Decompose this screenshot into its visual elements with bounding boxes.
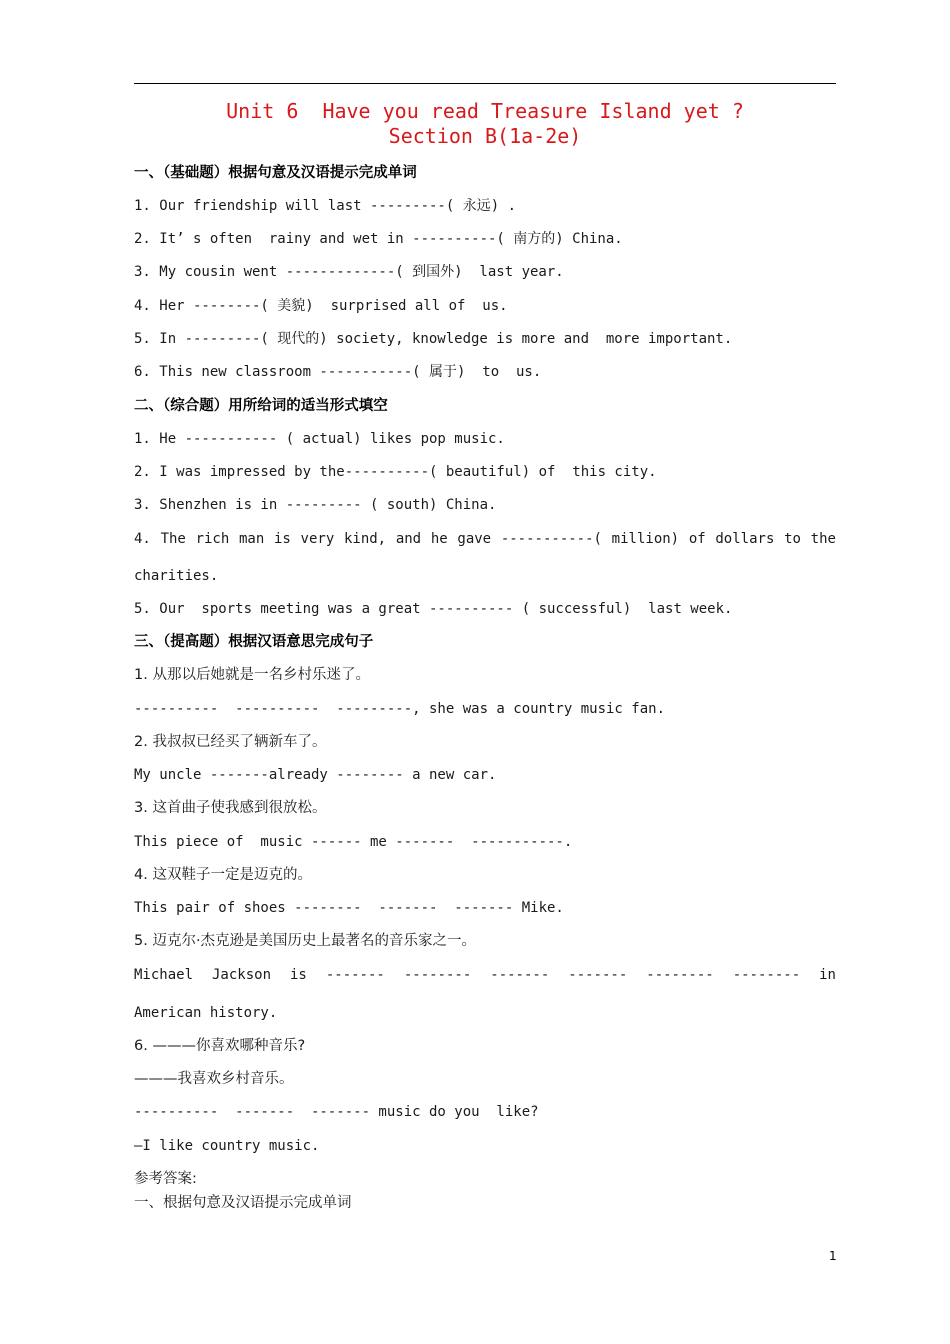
word: rich	[195, 531, 230, 547]
section2-heading: 二、（综合题）用所给词的适当形式填空	[134, 398, 388, 414]
section3-q2-chinese: 2. 我叔叔已经买了辆新车了。	[134, 734, 327, 750]
word: --------	[403, 967, 472, 983]
section2-item-3: 3. Shenzhen is in --------- ( south) China.	[134, 497, 497, 513]
page-number: 1	[829, 1249, 837, 1263]
word: of	[688, 531, 706, 547]
section2-item-2: 2. I was impressed by the----------( beautiful) of this city.	[134, 464, 657, 480]
section2-item-4	[134, 529, 836, 549]
section3-q4-chinese: 4. 这双鞋子一定是迈克的。	[134, 867, 312, 883]
section3-q4-english: This pair of shoes -------- ------- ------- Mike.	[134, 900, 564, 916]
word: he	[430, 531, 448, 547]
section1-item-4: 4. Her --------( 美貌) surprised all of us.	[134, 298, 508, 314]
section1-item-1: 1. Our friendship will last ---------( 永远) .	[134, 198, 517, 214]
word: man	[238, 531, 265, 547]
top-rule	[134, 83, 836, 84]
section2-item-4-continuation: charities.	[134, 568, 219, 584]
section3-q5-english	[134, 965, 836, 985]
word: gave	[457, 531, 492, 547]
word: dollars	[715, 531, 775, 547]
section1-item-2: 2. It’ s often rainy and wet in ----------( 南方的) China.	[134, 231, 623, 247]
word: to	[784, 531, 801, 547]
word: -------	[325, 967, 385, 983]
word: 4.	[134, 531, 151, 547]
section2-item-5: 5. Our sports meeting was a great ---------- ( successful) last week.	[134, 601, 733, 617]
word: The	[160, 531, 186, 547]
section3-q1-chinese: 1. 从那以后她就是一名乡村乐迷了。	[134, 667, 370, 683]
word: and	[395, 531, 422, 547]
word: very	[300, 531, 335, 547]
section2-item-1: 1. He ----------- ( actual) likes pop music.	[134, 431, 505, 447]
word: -------	[568, 967, 628, 983]
section3-q6-chinese-2: ———我喜欢乡村音乐。	[134, 1071, 294, 1087]
section3-q1-english: ---------- ---------- ---------, she was a country music fan.	[134, 701, 666, 717]
title-line-2: Section B(1a-2e)	[388, 124, 582, 148]
word: -------	[490, 967, 550, 983]
word: is	[290, 967, 307, 983]
section3-heading: 三、（提高题）根据汉语意思完成句子	[134, 634, 374, 650]
section3-q5-chinese: 5. 迈克尔·杰克逊是美国历史上最著名的音乐家之一。	[134, 933, 477, 949]
word: in	[819, 967, 836, 983]
section3-q2-english: My uncle -------already -------- a new car.	[134, 767, 497, 783]
section1-item-6: 6. This new classroom -----------( 属于) to us.	[134, 364, 542, 380]
word: --------	[646, 967, 714, 983]
section3-q5-continuation: American history.	[134, 1005, 278, 1021]
word: kind,	[343, 531, 387, 547]
section3-q6-chinese-1: 6. ———你喜欢哪种音乐?	[134, 1038, 306, 1054]
word: is	[273, 531, 291, 547]
word: million)	[611, 531, 680, 547]
word: --------	[732, 967, 801, 983]
section3-q3-chinese: 3. 这首曲子使我感到很放松。	[134, 800, 327, 816]
answers-label: 参考答案:	[134, 1171, 197, 1187]
section1-item-5: 5. In ---------( 现代的) society, knowledge is more and more important.	[134, 331, 733, 347]
section1-item-3: 3. My cousin went -------------( 到国外) last year.	[134, 264, 564, 280]
section3-q6-english-2: —I like country music.	[134, 1138, 320, 1154]
section1-heading: 一、（基础题）根据句意及汉语提示完成单词	[134, 165, 417, 181]
title-line-1: Unit 6 Have you read Treasure Island yet ?	[226, 99, 744, 123]
word: Michael	[134, 967, 194, 983]
answers-subheading: 一、根据句意及汉语提示完成单词	[134, 1195, 352, 1211]
word: -----------(	[500, 531, 602, 547]
word: the	[810, 531, 836, 547]
word: Jackson	[212, 967, 272, 983]
section3-q3-english: This piece of music ------ me ------- -----------.	[134, 834, 573, 850]
section3-q6-english-1: ---------- ------- ------- music do you like?	[134, 1104, 539, 1120]
